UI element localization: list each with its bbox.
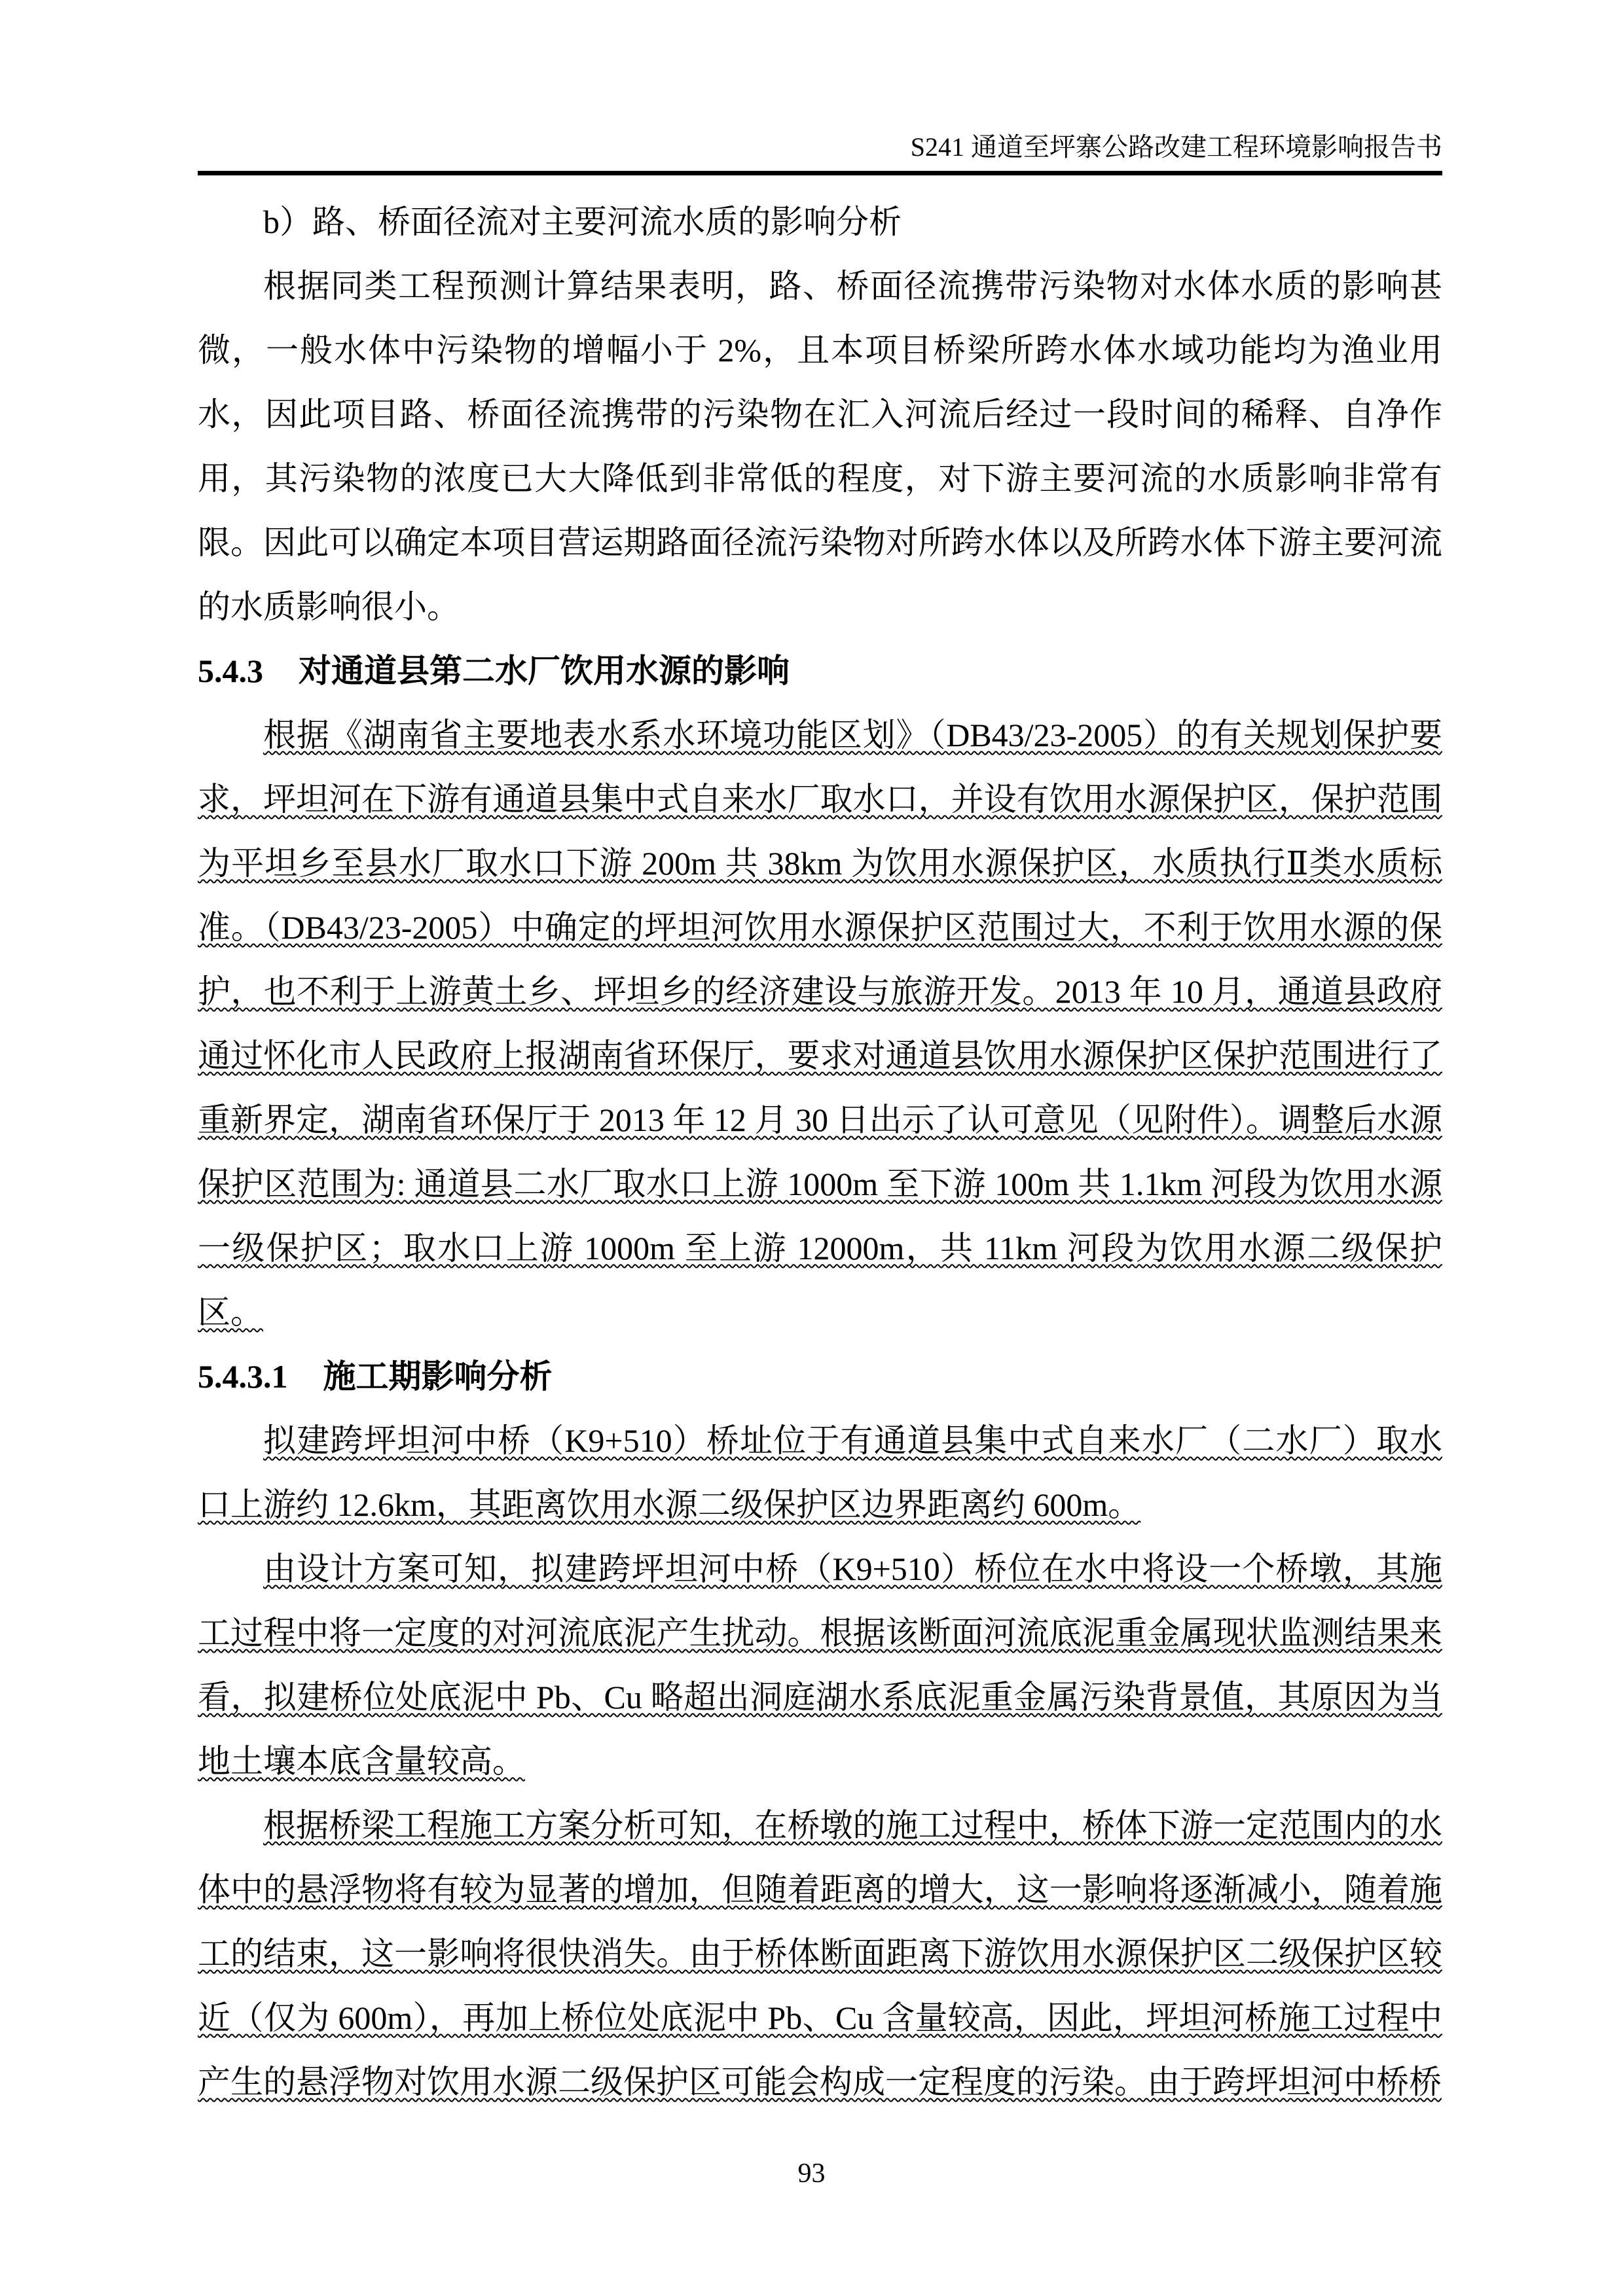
section-title: 对通道县第二水厂饮用水源的影响 (299, 653, 790, 689)
page-number: 93 (797, 2159, 826, 2189)
section-heading-5-4-3 (198, 639, 1442, 703)
paragraph-construction-suspended-solids: 根据桥梁工程施工方案分析可知，在桥墩的施工过程中，桥体下游一定范围内的水体中的悬浮物将有较为显著的增加，但随着距离的增大，这一影响将逐渐减小，随着施工的结束，这一影响将很快消失。由于桥体断面距离下游饮用水源保护区二级保护区较近（仅为 600m），再加上桥位处底泥中 Pb、Cu 含量较高，因此，坪坦河桥施工过程中产生的悬浮物对饮用水源二级保护区可能会构成一定程度的污染。由于跨坪坦河中桥桥 (198, 1807, 1442, 2100)
section-title: 施工期影响分析 (323, 1358, 553, 1395)
page-header-title: S241 通道至坪寨公路改建工程环境影响报告书 (910, 132, 1442, 162)
paragraph-water-source-protection: 根据《湖南省主要地表水系水环境功能区划》（DB43/23-2005）的有关规划保护要求，坪坦河在下游有通道县集中式自来水厂取水口，并设有饮用水源保护区，保护范围为平坦乡至县水厂取水口下游 200m 共 38km 为饮用水源保护区，水质执行Ⅱ类水质标准。（DB43/23-2005）中确定的坪坦河饮用水源保护区范围过大，不利于饮用水源的保护，也不利于上游黄土乡、坪坦乡的经济建设与旅游开发。2013 年 10 月，通道县政府通过怀化市人民政府上报湖南省环保厅，要求对通道县饮用水源保护区保护范围进行了重新界定，湖南省环保厅于 2013 年 12 月 30 日出示了认可意见（见附件）。调整后水源保护区范围为: 通道县二水厂取水口上游 1000m 至下游 100m 共 1.1km 河段为饮用水源一级保护区；取水口上游 1000m 至上游 12000m，共 11km 河段为饮用水源二级保护区。 (198, 717, 1442, 1331)
section-number: 5.4.3.1 (198, 1358, 288, 1395)
header-rule (198, 171, 1442, 175)
page-content (198, 190, 1442, 2114)
section-number: 5.4.3 (198, 653, 263, 689)
paragraph-pier-sediment: 由设计方案可知，拟建跨坪坦河中桥（K9+510）桥位在水中将设一个桥墩，其施工过程中将一定度的对河流底泥产生扰动。根据该断面河流底泥重金属现状监测结果来看，拟建桥位处底泥中 Pb、Cu 略超出洞庭湖水系底泥重金属污染背景值，其原因为当地土壤本底含量较高。 (198, 1551, 1442, 1780)
section-heading-5-4-3-1 (198, 1344, 1442, 1408)
paragraph-bridge-location: 拟建跨坪坦河中桥（K9+510）桥址位于有通道县集中式自来水厂（二水厂）取水口上游约 12.6km，其距离饮用水源二级保护区边界距离约 600m。 (198, 1422, 1442, 1523)
section-subheading-b: b）路、桥面径流对主要河流水质的影响分析 (263, 204, 902, 240)
paragraph-runoff-impact: 根据同类工程预测计算结果表明，路、桥面径流携带污染物对水体水质的影响甚微，一般水体中污染物的增幅小于 2%，且本项目桥梁所跨水体水域功能均为渔业用水，因此项目路、桥面径流携带的污染物在汇入河流后经过一段时间的稀释、自净作用，其污染物的浓度已大大降低到非常低的程度，对下游主要河流的水质影响非常有限。因此可以确定本项目营运期路面径流污染物对所跨水体以及所跨水体下游主要河流的水质影响很小。 (198, 268, 1442, 625)
